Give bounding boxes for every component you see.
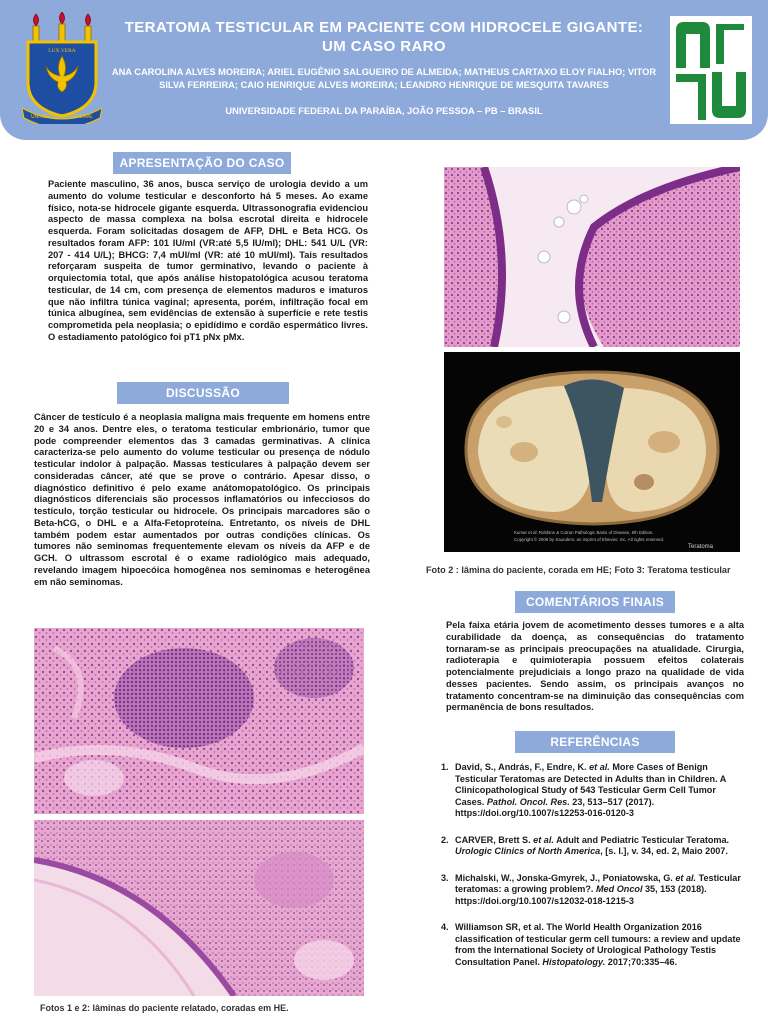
reference-item: 3. Michalski, W., Jonska-Gmyrek, J., Poniatowska, G. et al. Testicular teratomas: a growing problem?. Med Oncol 35, 153 (2018). https://doi.org/10.1007/s12032-018-1215-3	[441, 872, 741, 906]
histology-photo-1	[34, 628, 364, 814]
copyright-line-2: Copyright © 2009 by Saunders, an imprint of Elsevier, Inc. All rights reserved.	[514, 537, 665, 542]
crest-motto-text: LUX VERA	[48, 48, 76, 54]
copyright-line-1: Kumar et al: Robbins & Cotran Pathologic Basis of Disease, 8th Edition.	[514, 530, 654, 535]
reference-item: 1. David, S., András, F., Endre, K. et al. More Cases of Benign Testicular Teratomas are Detected in Adults than in Children. A Clinicopathological Study of 543 Testicular Germ Cell Tumor Cases. Pathol. Oncol. Res. 23, 513–517 (2017). https://doi.org/10.1007/s12253-016-0120-3	[441, 762, 727, 818]
section-header-discussao: DISCUSSÃO	[117, 382, 289, 404]
reference-item: 4. Williamson SR, et al. The World Health Organization 2016 classification of testicular germ cell tumours: a review and update from the International Society of Urological Pathology Testis Consultation Panel. Histopatology. 2017;70:335–46.	[441, 922, 741, 967]
section-header-apresentacao: APRESENTAÇÃO DO CASO	[113, 152, 291, 174]
teratoma-label: Teratoma	[688, 544, 714, 550]
affiliation: UNIVERSIDADE FEDERAL DA PARAÍBA, JOÃO PESSOA – PB – BRASIL	[225, 106, 543, 116]
apresentacao-text: Paciente masculino, 36 anos, busca serviço de urologia devido a um aumento do volume testicular e desconforto há 5 meses. Ao exame físico, nota-se hidrocele gigante esquerda. Ultrassonografia evidenciou aspecto de massa complexa na bolsa escrotal direita e hidrocele esquerda. Foram solicitadas dosagem de AFP, DHL e Beta HCG. Os resultados foram AFP: 101 IU/ml (VR:até 5,5 IU/ml); DHL: 541 U/L (VR: 207 - 414 U/L); BHCG: 7,4 mUI/ml (VR: até 10 mUI/ml). Tais resultados reforçaram suspeita de tumor germinativo, levando o paciente à orquiectomia total, que após análise histopatológica acusou teratoma testicular, de 14 cm, com presença de elementos maduros e imaturos que não infiltra túnica vaginal; apresenta, porém, infiltração focal em túnica albugínea, sem evidências de extensão à superfície e rete testis comprometida pela neoplasia; o epidídimo e cordão espermático livres. O estadiamento patológico foi pT1 pNx pMx.	[48, 179, 368, 342]
reference-item: 2. CARVER, Brett S. et al. Adult and Pediatric Testicular Teratoma. Urologic Clinics of North America, [s. l.], v. 34, ed. 2, Maio 2007.	[441, 834, 730, 856]
poster-title	[110, 18, 658, 56]
authors-list: ANA CAROLINA ALVES MOREIRA; ARIEL EUGÊNIO SALGUEIRO DE ALMEIDA; MATHEUS CARTAXO ELOY FIALHO; VITOR SILVA FERREIRA; CAIO HENRIQUE ALVES MOREIRA; LEANDRO HENRIQUE DE MESQUITA TAVARES	[111, 67, 657, 90]
references-list	[441, 762, 741, 983]
crest-banner-text: UNIVERSIDADE FEDERAL	[31, 114, 93, 120]
comentarios-text: Pela faixa etária jovem de acometimento desses tumores e a alta curabilidade da doença, as consequências do tratamento tornaram-se as principais preocupações na atualidade. Cirurgia, radioterapia e quimioterapia possuem efeitos colaterais potencialmente prejudiciais a longo prazo na qualidade de vida desses pacientes. Sendo assim, os principais avanços no tratamento concentram-se na diminuição das consequências com permanência de bons resultados.	[446, 620, 744, 713]
title-line-1: TERATOMA TESTICULAR EM PACIENTE COM HIDROCELE GIGANTE:	[124, 19, 644, 36]
title-line-2: UM CASO RARO	[322, 38, 446, 55]
ufpb-crest-logo	[22, 12, 102, 124]
caption-fotos-2-3: Foto 2 : lâmina do paciente, corada em HE; Foto 3: Teratoma testicular	[426, 565, 731, 575]
discussao-text: Câncer de testículo é a neoplasia maligna mais frequente em homens entre 20 e 34 anos. Dentre eles, o teratoma testicular embrionário, tumor que pode compreender elementos das 3 camadas germinativas. A clínica caracteriza-se pelo aumento do volume testicular ou presença de nódulo testicular indolor à palpação. Massas testiculares à palpação devem ser consideradas câncer, até que se prove o contrário. Apesar disso, o diagnóstico definitivo é pelo exame anátomopatológico. Os principais diagnósticos diferenciais são processos inflamatórios ou infecciosos do testículo, torção testicular ou hidrocele. Os principais marcadores são o Beta-hCG, o DHL e a Alfa-Fetoproteína. Entretanto, os níveis de DHL também podem estar aumentados por outras condições clínicas. Os tumores não seminomas frequentemente elevam os níveis da AFP e de GCH. O ultrassom escrotal é o exame radiológico mais adequado, revelando imagem hipoecóica homogênea nos seminomas e heterogênea em não seminomas.	[34, 412, 370, 587]
histology-photo-2	[34, 820, 364, 996]
poster-header	[0, 0, 768, 140]
histology-photo-right	[444, 167, 740, 347]
nu-logo	[670, 16, 752, 124]
caption-fotos-1-2: Fotos 1 e 2: lâminas do paciente relatado, coradas em HE.	[40, 1003, 289, 1013]
section-header-comentarios: COMENTÁRIOS FINAIS	[515, 591, 675, 613]
gross-specimen-photo	[444, 352, 740, 552]
section-header-referencias: REFERÊNCIAS	[515, 731, 675, 753]
